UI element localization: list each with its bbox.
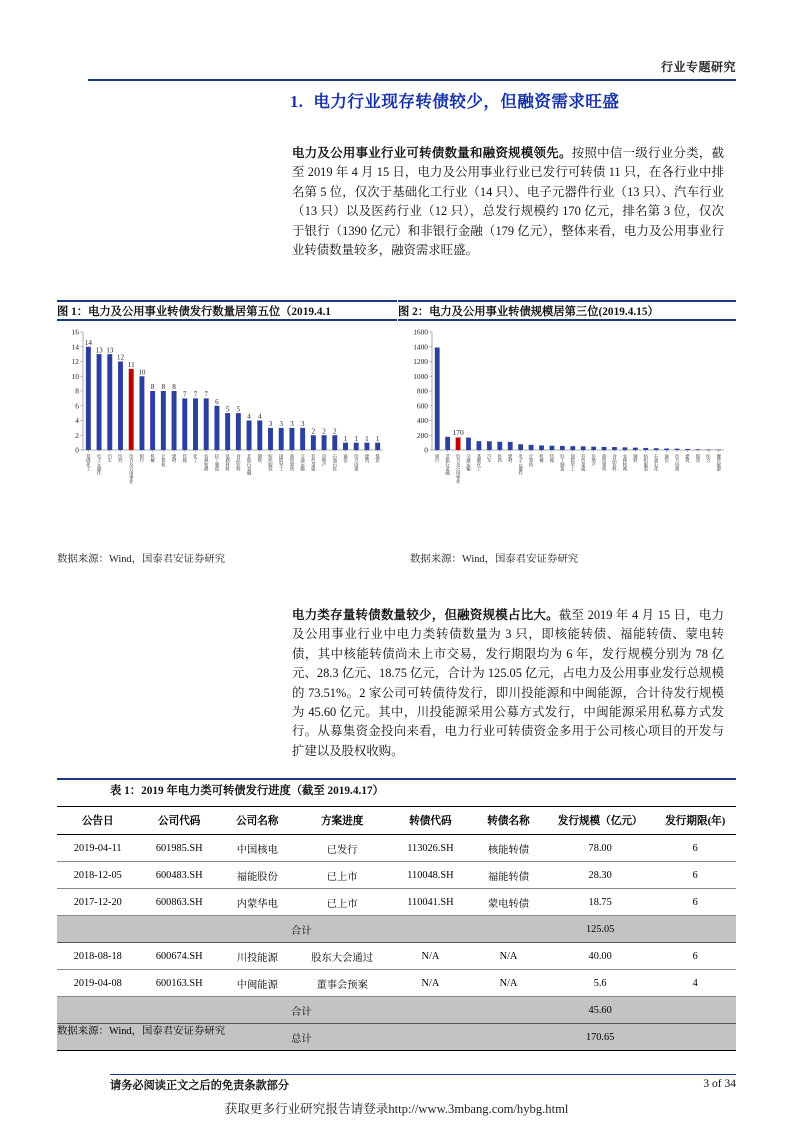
chart-bar xyxy=(354,443,359,450)
chart-bar xyxy=(518,444,523,450)
x-axis-category-label: 机械 xyxy=(539,454,545,463)
table-cell: 28.30 xyxy=(546,862,655,889)
table-row xyxy=(57,943,736,970)
chart-bar xyxy=(182,398,187,450)
paragraph-2 xyxy=(292,606,724,761)
bar-data-label: 8 xyxy=(172,383,176,392)
bar-data-label: 8 xyxy=(161,383,166,392)
table-cell: 川投能源 xyxy=(220,943,295,970)
chart-bar xyxy=(289,428,294,450)
chart-bar xyxy=(591,447,596,450)
chart-bar xyxy=(322,435,327,450)
bar-data-label: 3 xyxy=(268,420,273,429)
chart-bar xyxy=(456,437,461,450)
table-cell: 福能股份 xyxy=(220,862,295,889)
table-cell: N/A xyxy=(390,943,471,970)
bar-data-label: 13 xyxy=(106,346,114,355)
bar-data-label: 12 xyxy=(116,353,125,362)
chart-bar xyxy=(602,447,607,450)
table-cell: N/A xyxy=(471,970,546,997)
table-summary-label: 总计 xyxy=(57,1024,546,1051)
x-axis-category-label: 农林牧渔 xyxy=(204,454,210,471)
table-cell: 中国核电 xyxy=(220,835,295,862)
chart-bar xyxy=(300,428,305,450)
y-axis-tick-label: 2 xyxy=(75,430,79,440)
chart-bar xyxy=(445,437,450,450)
table-row xyxy=(57,862,736,889)
chart-bar xyxy=(560,446,565,450)
chart-bar xyxy=(612,447,617,450)
x-axis-category-label: 基础化工 xyxy=(476,454,482,471)
bar-data-label: 7 xyxy=(193,390,198,399)
x-axis-category-label: 银行 xyxy=(139,454,145,463)
x-axis-category-label: 石油石化 xyxy=(332,454,338,471)
figure-1-caption: 图 1：电力及公用事业转债发行数量居第五位（2019.4.1 xyxy=(57,306,331,318)
header-divider xyxy=(88,79,736,81)
table-cell: 4 xyxy=(654,970,736,997)
chart-bar xyxy=(487,441,492,450)
x-axis-category-label: 汽车 xyxy=(487,454,493,463)
y-axis-tick-label: 10 xyxy=(71,371,79,381)
figure-caption-rule-bot-left xyxy=(57,319,397,321)
chart-bar xyxy=(466,438,471,450)
x-axis-category-label: 钢铁 xyxy=(257,454,263,463)
x-axis-category-label: 钢铁 xyxy=(633,454,639,463)
chart-bar xyxy=(311,435,316,450)
table-summary-blank xyxy=(654,916,736,943)
table-column-header: 发行期限(年) xyxy=(654,807,736,835)
section-title-text: 电力行业现存转债较少，但融资需求旺盛 xyxy=(313,92,620,111)
table-column-header: 公司代码 xyxy=(138,807,219,835)
table-column-header: 方案进度 xyxy=(295,807,390,835)
chart-bar xyxy=(706,449,711,450)
y-axis-tick-label: 400 xyxy=(416,416,428,426)
x-axis-category-label: 银行 xyxy=(435,454,441,463)
bar-data-label: 2 xyxy=(311,427,316,436)
table-summary-value: 170.65 xyxy=(546,1024,655,1051)
table-summary-blank xyxy=(654,997,736,1024)
x-axis-category-label: 交通运输 xyxy=(466,454,472,471)
bar-data-label: 7 xyxy=(182,390,187,399)
chart-bar xyxy=(664,449,669,450)
x-axis-category-label: 有色金属 xyxy=(581,454,587,471)
x-axis-category-label: 传媒 xyxy=(549,454,555,463)
x-axis-category-label: 计算机 xyxy=(161,454,167,467)
table-summary-label: 合计 xyxy=(57,916,546,943)
table-cell: 6 xyxy=(654,943,736,970)
table-cell: 2018-12-05 xyxy=(57,862,138,889)
x-axis-category-label: 电力设备 xyxy=(675,454,681,471)
table-cell: 5.6 xyxy=(546,970,655,997)
y-axis-tick-label: 1000 xyxy=(413,371,428,381)
table-cell: 6 xyxy=(654,862,736,889)
table-summary-row xyxy=(57,997,736,1024)
figure-2-bar-chart xyxy=(398,322,736,537)
table-cell: 78.00 xyxy=(546,835,655,862)
table-header xyxy=(57,807,736,835)
x-axis-category-label: 轻工制造 xyxy=(214,454,220,471)
chart-bar xyxy=(623,447,628,450)
bar-data-label: 4 xyxy=(257,412,262,421)
x-axis-category-label: 通信 xyxy=(664,454,670,463)
y-axis-tick-label: 1600 xyxy=(413,327,428,337)
chart-bar xyxy=(161,391,166,450)
x-axis-category-label: 综合 xyxy=(706,454,712,463)
table-cell: 6 xyxy=(654,889,736,916)
figure-caption-rule-top-left xyxy=(57,300,397,302)
figure-1-source: 数据来源：Wind，国泰君安证券研究 xyxy=(57,554,226,565)
x-axis-category-label: 石油石化 xyxy=(654,454,660,471)
table-cell: 110041.SH xyxy=(390,889,471,916)
chart-bar xyxy=(129,369,134,450)
chart-bar xyxy=(633,448,638,450)
x-axis-category-label: 建筑 xyxy=(364,454,370,463)
y-axis-tick-label: 1400 xyxy=(413,342,428,352)
x-axis-category-label: 商贸零售 xyxy=(602,454,608,471)
y-axis-tick-label: 16 xyxy=(71,327,79,337)
x-axis-category-labels xyxy=(57,454,397,534)
chart-bar xyxy=(247,421,252,451)
y-axis-tick-label: 0 xyxy=(424,445,428,455)
chart-bar xyxy=(529,445,534,450)
table-body xyxy=(57,835,736,1051)
x-axis-category-labels xyxy=(398,454,736,534)
x-axis-category-label: 机械 xyxy=(150,454,156,463)
chart-bar xyxy=(332,435,337,450)
table-cell: 113026.SH xyxy=(390,835,471,862)
table-summary-label: 合计 xyxy=(57,997,546,1024)
table-cell: 600674.SH xyxy=(138,943,219,970)
chart-bar xyxy=(497,442,502,450)
table-cell: 核能转债 xyxy=(471,835,546,862)
x-axis-category-label: 国防军工 xyxy=(570,454,576,471)
x-axis-category-label: 食品饮料 xyxy=(612,454,618,471)
table-row xyxy=(57,889,736,916)
bar-data-label: 11 xyxy=(127,361,135,370)
table-summary-value: 45.60 xyxy=(546,997,655,1024)
x-axis-category-label: 纺织服装 xyxy=(268,454,274,471)
bar-data-label: 4 xyxy=(247,412,251,421)
bar-data-label: 1 xyxy=(343,434,348,443)
x-axis-category-label: 电力及公用事业 xyxy=(129,454,135,484)
x-axis-category-label: 基础材料 xyxy=(225,454,231,471)
bar-data-label: 1 xyxy=(354,434,359,443)
paragraph-1-body: 按照中信一级行业分类，截至 2019 年 4 月 15 日，电力及公用事业行业已发行可转债 11 只，在各行业中排名第 5 位，仅次于基础化工行业（14 只）、电子元器件行业（13 只）、汽车行业（13 只）以及医药行业（12 只），总发行规模约 170 亿元，排名第 3 位，仅次于银行（1390 亿元）和非银行金融（179 亿元），整体来看，电力及公用事业行业转债数量较多，融资需求旺盛。 xyxy=(292,146,725,258)
table-cell: 600163.SH xyxy=(138,970,219,997)
bar-data-label: 3 xyxy=(279,420,284,429)
bar-data-label: 3 xyxy=(290,420,294,429)
paragraph-2-lead: 电力类存量转债数量较少，但融资规模占比大。 xyxy=(292,608,559,622)
paragraph-1 xyxy=(292,144,724,260)
x-axis-category-label: 餐饮旅游 xyxy=(716,454,722,471)
table-cell: 蒙电转债 xyxy=(471,889,546,916)
figure-caption-rule-top-right xyxy=(398,300,736,302)
table-cell: 股东大会通过 xyxy=(295,943,390,970)
x-axis-category-label: 基础化工 xyxy=(86,454,92,471)
chart-bar xyxy=(696,449,701,450)
figure-1-bar-chart xyxy=(57,322,397,537)
bar-data-label: 170 xyxy=(452,427,464,437)
x-axis-category-label: 非银行金融 xyxy=(247,454,253,475)
table-cell: 6 xyxy=(654,835,736,862)
x-axis-category-label: 食品饮料 xyxy=(236,454,242,471)
chart-bar xyxy=(268,428,273,450)
table-cell: 18.75 xyxy=(546,889,655,916)
x-axis-category-label: 农林牧渔 xyxy=(622,454,628,471)
table-cell: 已上市 xyxy=(295,862,390,889)
x-axis-category-label: 传媒 xyxy=(182,454,188,463)
x-axis-category-label: 轻工制造 xyxy=(560,454,566,471)
y-axis-tick-label: 200 xyxy=(416,430,428,440)
table-header-row xyxy=(57,807,736,835)
chart-bar xyxy=(539,445,544,450)
table-column-header: 公告日 xyxy=(57,807,138,835)
chart-bar xyxy=(643,448,648,450)
x-axis-category-label: 国防军工 xyxy=(279,454,285,471)
x-axis-category-label: 商贸零售 xyxy=(289,454,295,471)
x-axis-category-label: 电子元器件 xyxy=(518,454,524,475)
footer-watermark-url: 获取更多行业研究报告请登录http://www.3mbang.com/hybg.html xyxy=(224,1102,569,1116)
paragraph-1-lead: 电力及公用事业行业可转债数量和融资规模领先。 xyxy=(292,146,572,160)
x-axis-category-label: 煤炭 xyxy=(375,454,381,463)
table-cell: 福能转债 xyxy=(471,862,546,889)
chart-bar xyxy=(343,443,348,450)
chart-bar xyxy=(172,391,177,450)
table-cell: 600863.SH xyxy=(138,889,219,916)
x-axis-category-label: 建材 xyxy=(508,454,514,463)
chart-bar xyxy=(279,428,284,450)
chart-bar xyxy=(508,442,513,450)
bar-data-label: 1 xyxy=(375,434,380,443)
table-cell: 董事会预案 xyxy=(295,970,390,997)
bar-data-label: 3 xyxy=(300,420,305,429)
chart-bar xyxy=(107,354,112,450)
footer-divider xyxy=(110,1074,736,1075)
bar-data-label: 2 xyxy=(332,427,337,436)
table-cell: 已上市 xyxy=(295,889,390,916)
table-cell: 110048.SH xyxy=(390,862,471,889)
bar-data-label: 13 xyxy=(95,346,103,355)
chart-bar xyxy=(150,391,155,450)
chart-bar xyxy=(477,441,482,450)
chart-bar xyxy=(257,421,262,451)
chart-bar xyxy=(581,446,586,450)
chart-bar xyxy=(139,376,144,450)
x-axis-category-label: 煤炭 xyxy=(695,454,701,463)
x-axis-category-label: 通信 xyxy=(343,454,349,463)
section-number: 1. xyxy=(290,92,304,111)
chart-bar xyxy=(364,443,369,450)
x-axis-category-label: 电力及公用事业 xyxy=(456,454,462,484)
table-column-header: 转债代码 xyxy=(390,807,471,835)
chart-bar xyxy=(375,443,380,450)
y-axis-tick-label: 12 xyxy=(71,357,79,367)
table-row xyxy=(57,970,736,997)
table-cell: 已发行 xyxy=(295,835,390,862)
table-summary-blank xyxy=(654,1024,736,1051)
bar-data-label: 10 xyxy=(138,368,146,377)
bar-data-label: 8 xyxy=(150,383,155,392)
x-axis-category-label: 汽车 xyxy=(107,454,113,463)
bar-data-label: 14 xyxy=(84,338,92,347)
bar-data-label: 1 xyxy=(365,434,369,443)
table-cell: 2018-08-18 xyxy=(57,943,138,970)
chart-bar xyxy=(118,362,123,451)
figure-caption-rule-bot-right xyxy=(398,319,736,321)
footer-disclaimer: 请务必阅读正文之后的免责条款部分 xyxy=(110,1080,290,1092)
x-axis-category-label: 有色金属 xyxy=(311,454,317,471)
table-cell: 40.00 xyxy=(546,943,655,970)
y-axis-tick-label: 600 xyxy=(416,401,428,411)
table-1-caption: 表 1：2019 年电力类可转债发行进度（截至 2019.4.17） xyxy=(110,785,384,797)
table-column-header: 公司名称 xyxy=(220,807,295,835)
bar-data-label: 7 xyxy=(204,390,209,399)
y-axis-tick-label: 1200 xyxy=(413,357,428,367)
y-axis-tick-label: 14 xyxy=(71,342,79,352)
x-axis-category-label: 计算机 xyxy=(529,454,535,467)
x-axis-category-label: 建材 xyxy=(172,454,178,463)
chart-bar xyxy=(685,449,690,450)
footer-page-number: 3 of 34 xyxy=(703,1078,736,1090)
bar-data-label: 2 xyxy=(322,427,326,436)
chart-bar xyxy=(435,347,440,450)
table-cell: 中闽能源 xyxy=(220,970,295,997)
chart-bar xyxy=(214,406,219,450)
x-axis-category-label: 房地产 xyxy=(322,454,328,467)
x-axis-category-label: 医药 xyxy=(497,454,503,463)
chart-bar xyxy=(193,398,198,450)
bar-data-label: 6 xyxy=(215,397,219,406)
chart-bar xyxy=(225,413,230,450)
table-cell: 2017-12-20 xyxy=(57,889,138,916)
table-cell: 601985.SH xyxy=(138,835,219,862)
chart-bar xyxy=(86,347,91,450)
x-axis-category-label: 化工 xyxy=(193,454,199,463)
table-cell: 内蒙华电 xyxy=(220,889,295,916)
table-cell: 2019-04-08 xyxy=(57,970,138,997)
table-summary-value: 125.05 xyxy=(546,916,655,943)
y-axis-tick-label: 800 xyxy=(416,386,428,396)
table-1 xyxy=(57,806,736,1051)
chart-bar xyxy=(550,446,555,450)
x-axis-category-label: 房地产 xyxy=(591,454,597,467)
y-axis-tick-label: 6 xyxy=(75,401,79,411)
running-header: 行业专题研究 xyxy=(660,60,736,74)
y-axis-tick-label: 4 xyxy=(75,416,79,426)
x-axis-category-label: 交通运输 xyxy=(300,454,306,471)
table-column-header: 转债名称 xyxy=(471,807,546,835)
table-cell: N/A xyxy=(471,943,546,970)
chart-bar xyxy=(204,398,209,450)
table-summary-row xyxy=(57,916,736,943)
table-row xyxy=(57,835,736,862)
paragraph-2-body: 截至 2019 年 4 月 15 日，电力及公用事业行业中电力类转债数量为 3 只，即核能转债、福能转债、蒙电转债，其中核能转债尚未上市交易，发行期限均为 6 年，发行规模分别为 78 亿元、28.3 亿元、18.75 亿元，合计为 125.05 亿元，占电力及公用事业发行总规模的 73.51%。2 家公司可转债待发行，即川投能源和中闽能源，合计待发行规模为 45.60 亿元。其中，川投能源采用公募方式发行，中闽能源采用私募方式发行。从募集资金投向来看，电力行业可转债资金多用于公司核心项目的开发与扩建以及股权收购。 xyxy=(292,608,725,758)
table-column-header: 发行规模（亿元） xyxy=(546,807,655,835)
x-axis-category-label: 电子元器件 xyxy=(97,454,103,475)
table-1-source: 数据来源：Wind，国泰君安证券研究 xyxy=(57,1026,226,1037)
figure-2-source: 数据来源：Wind，国泰君安证券研究 xyxy=(410,554,579,565)
chart-bar xyxy=(570,446,575,450)
chart-bar xyxy=(675,449,680,450)
chart-bar xyxy=(236,413,241,450)
figure-2-caption: 图 2：电力及公用事业转债规模居第三位(2019.4.15） xyxy=(398,306,659,318)
section-title xyxy=(290,88,740,112)
y-axis-tick-label: 8 xyxy=(75,386,79,396)
table-caption-rule xyxy=(57,778,736,780)
x-axis-category-label: 医药 xyxy=(118,454,124,463)
x-axis-category-label: 建筑 xyxy=(685,454,691,463)
chart-bar xyxy=(97,354,102,450)
bar-data-label: 5 xyxy=(225,405,230,414)
x-axis-category-label: 电力设备 xyxy=(354,454,360,471)
x-axis-category-label: 非银行金融 xyxy=(445,454,451,475)
bar-data-label: 5 xyxy=(236,405,241,414)
x-axis-category-label: 纺织服装 xyxy=(643,454,649,471)
y-axis-tick-label: 0 xyxy=(75,445,79,455)
chart-bar xyxy=(654,448,659,450)
table-cell: 2019-04-11 xyxy=(57,835,138,862)
table-cell: N/A xyxy=(390,970,471,997)
table-cell: 600483.SH xyxy=(138,862,219,889)
